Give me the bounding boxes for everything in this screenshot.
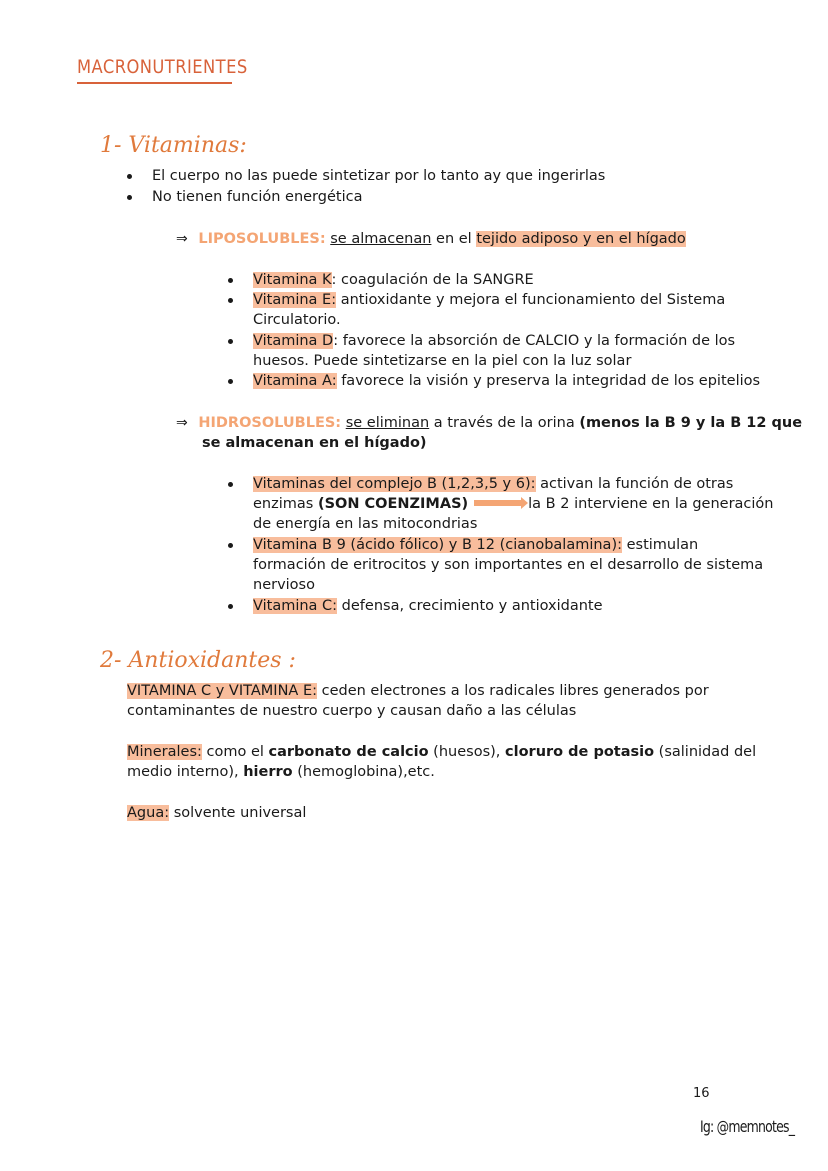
section-heading-antioxidantes: 2- Antioxidantes : <box>100 648 296 673</box>
bold-term: hierro <box>243 764 293 780</box>
page-number: 16 <box>693 1086 710 1101</box>
hidrosolubles-line <box>176 413 802 434</box>
vitamin-desc-cont: huesos. Puede sintetizarse en la piel con la luz solar <box>253 353 632 369</box>
text: (huesos), <box>428 744 506 760</box>
text: la B 2 interviene en la generación <box>528 496 774 512</box>
hidrosolubles-label: HIDROSOLUBLES: <box>198 415 342 431</box>
vitamin-item <box>253 596 603 617</box>
bold-term: cloruro de potasio <box>505 744 655 760</box>
hidrosolubles-verb: se eliminan <box>345 415 430 431</box>
text: (salinidad del <box>654 744 757 760</box>
vitamin-name: Vitamina D <box>253 333 334 349</box>
vitamin-desc: defensa, crecimiento y antioxidante <box>337 598 603 614</box>
vitamin-name: Vitamina K <box>253 272 332 288</box>
hidrosolubles-bold: (menos la B 9 y la B 12 que <box>579 415 803 431</box>
vitamin-name: Vitaminas del complejo B (1,2,3,5 y 6): <box>253 476 536 492</box>
vitamin-item <box>253 270 534 291</box>
vitamin-item <box>253 290 725 311</box>
minerales-paragraph <box>127 742 756 763</box>
page-title: MACRONUTRIENTES <box>77 56 248 78</box>
antioxidantes-paragraph <box>127 681 709 702</box>
hidrosolubles-bold-cont: se almacenan en el hígado) <box>202 435 427 451</box>
vitamin-item <box>253 371 760 392</box>
implies-arrow-icon: ⇒ <box>176 231 188 247</box>
hidrosolubles-mid: a través de la orina <box>429 415 580 431</box>
text: solvente universal <box>169 805 307 821</box>
vitamin-name: Vitamina A: <box>253 373 337 389</box>
liposolubles-place: tejido adiposo y en el hígado <box>476 231 686 247</box>
bullet-item: No tienen función energética <box>152 187 362 208</box>
liposolubles-mid: en el <box>431 231 477 247</box>
bullet-item: El cuerpo no las puede sintetizar por lo tanto ay que ingerirlas <box>152 166 605 187</box>
vitamin-desc-cont: Circulatorio. <box>253 312 341 328</box>
highlight-term: Minerales: <box>127 744 202 760</box>
vitamin-desc-cont: formación de eritrocitos y son importantes en el desarrollo de sistema <box>253 557 764 573</box>
highlight-term: VITAMINA C y VITAMINA E: <box>127 683 317 699</box>
vitamin-item <box>253 474 733 495</box>
vitamin-desc-cont: nervioso <box>253 577 315 593</box>
liposolubles-line <box>176 229 686 250</box>
coenzimas-bold: (SON COENZIMAS) <box>317 496 469 512</box>
vitamin-name: Vitamina B 9 (ácido fólico) y B 12 (cianobalamina): <box>253 537 622 553</box>
antioxidantes-paragraph-cont: contaminantes de nuestro cuerpo y causan daño a las células <box>127 703 577 719</box>
vitamin-name: Vitamina C: <box>253 598 338 614</box>
vitamin-name: Vitamina E: <box>253 292 337 308</box>
vitamin-desc: antioxidante y mejora el funcionamiento del Sistema <box>336 292 726 308</box>
text: como el <box>201 744 269 760</box>
text: medio interno), <box>127 764 244 780</box>
title-underline <box>77 82 232 84</box>
instagram-handle: Ig: @memnotes_ <box>700 1117 795 1136</box>
vitamin-item <box>253 535 698 556</box>
liposolubles-verb: se almacenan <box>330 231 432 247</box>
implies-arrow-icon: ⇒ <box>176 415 188 431</box>
text: enzimas <box>253 496 318 512</box>
minerales-paragraph-cont <box>127 762 435 783</box>
vitamin-desc-cont: de energía en las mitocondrias <box>253 516 478 532</box>
vitamin-item <box>253 331 735 352</box>
liposolubles-label: LIPOSOLUBLES: <box>198 231 326 247</box>
vitamin-desc: : favorece la absorción de CALCIO y la formación de los <box>333 333 736 349</box>
text: (hemoglobina),etc. <box>292 764 435 780</box>
highlight-term: Agua: <box>127 805 170 821</box>
vitamin-desc: estimulan <box>622 537 699 553</box>
right-arrow-icon <box>474 500 522 506</box>
section-heading-vitaminas: 1- Vitaminas: <box>100 133 247 158</box>
vitamin-desc-cont <box>253 494 774 515</box>
agua-paragraph <box>127 803 306 824</box>
vitamin-desc: favorece la visión y preserva la integridad de los epitelios <box>336 373 761 389</box>
text: ceden electrones a los radicales libres generados por <box>317 683 709 699</box>
vitamin-desc: : coagulación de la SANGRE <box>331 272 534 288</box>
vitamin-desc: activan la función de otras <box>535 476 734 492</box>
bold-term: carbonato de calcio <box>268 744 429 760</box>
